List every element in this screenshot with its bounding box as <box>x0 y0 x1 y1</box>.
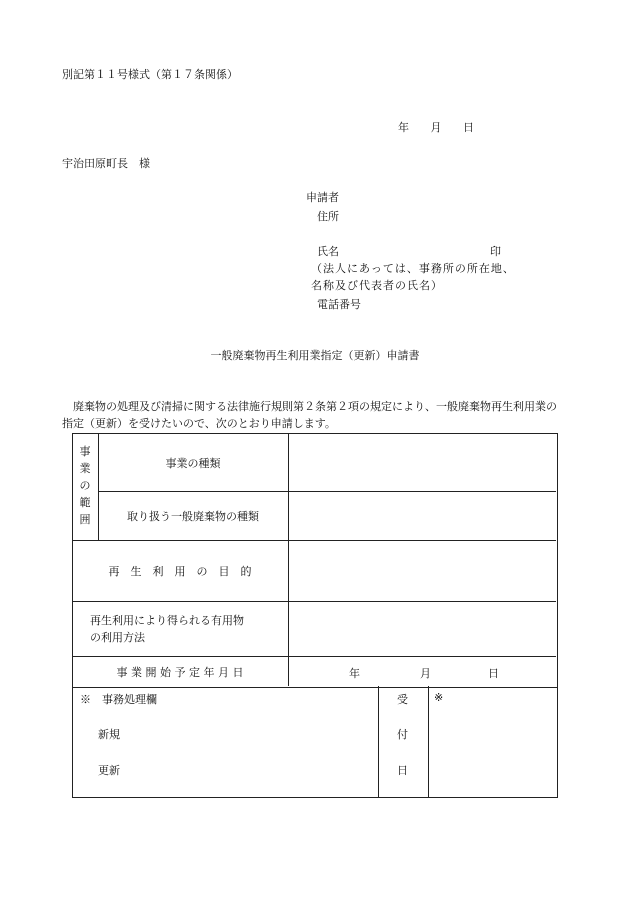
address-label: 住所 <box>317 210 339 223</box>
corp-note-line2: 名称及び代表者の氏名） <box>311 279 443 292</box>
scope-char: 事 <box>79 445 91 458</box>
business-type-label: 事業の種類 <box>165 456 221 470</box>
date-line: 年 月 日 <box>398 121 474 134</box>
office-mark: ※ <box>434 691 444 704</box>
business-type-field[interactable] <box>289 434 556 491</box>
office-new: 新規 <box>98 728 120 741</box>
form-number: 別記第１１号様式（第１７条関係） <box>62 68 238 81</box>
waste-type-label: 取り扱う一般廃棄物の種類 <box>127 510 259 523</box>
purpose-field[interactable] <box>289 541 556 601</box>
receipt-char: 日 <box>397 764 408 777</box>
receipt-stamp-area[interactable] <box>429 705 555 795</box>
phone-label: 電話番号 <box>317 298 361 311</box>
start-month: 月 <box>420 667 431 680</box>
scope-char: の <box>79 479 91 492</box>
useful-items-field[interactable] <box>289 602 556 656</box>
waste-type-field[interactable] <box>289 492 556 540</box>
scope-char: 囲 <box>79 513 91 526</box>
office-renewal: 更新 <box>98 764 120 777</box>
name-label: 氏名 <box>317 245 339 258</box>
receipt-char: 受 <box>397 693 408 706</box>
scope-char: 業 <box>79 462 91 475</box>
body-text: 廃棄物の処理及び清掃に関する法律施行規則第２条第２項の規定により、一般廃棄物再生利用業の指定（更新）を受けたいので、次のとおり申請します。 <box>62 400 557 430</box>
corp-note-line1: （法人にあっては、事務所の所在地、 <box>311 262 515 275</box>
seal-label: 印 <box>490 245 501 258</box>
scope-char: 範 <box>79 496 91 509</box>
office-divider-1 <box>378 686 379 797</box>
start-date-label: 事 業 開 始 予 定 年 月 日 <box>116 665 244 679</box>
scope-vertical-label <box>73 443 97 528</box>
start-day: 日 <box>488 667 499 680</box>
useful-items-line1: 再生利用により得られる有用物 <box>90 614 244 627</box>
start-year: 年 <box>349 667 360 680</box>
purpose-label: 再 生 利 用 の 目 的 <box>108 565 252 578</box>
useful-items-line2: の利用方法 <box>90 631 145 644</box>
addressee: 宇治田原町長 様 <box>62 157 150 170</box>
useful-items-label <box>90 612 244 646</box>
receipt-char: 付 <box>397 728 408 741</box>
office-heading: ※ 事務処理欄 <box>80 693 157 706</box>
applicant-label: 申請者 <box>306 191 339 204</box>
document-title: 一般廃棄物再生利用業指定（更新）申請書 <box>210 349 420 362</box>
